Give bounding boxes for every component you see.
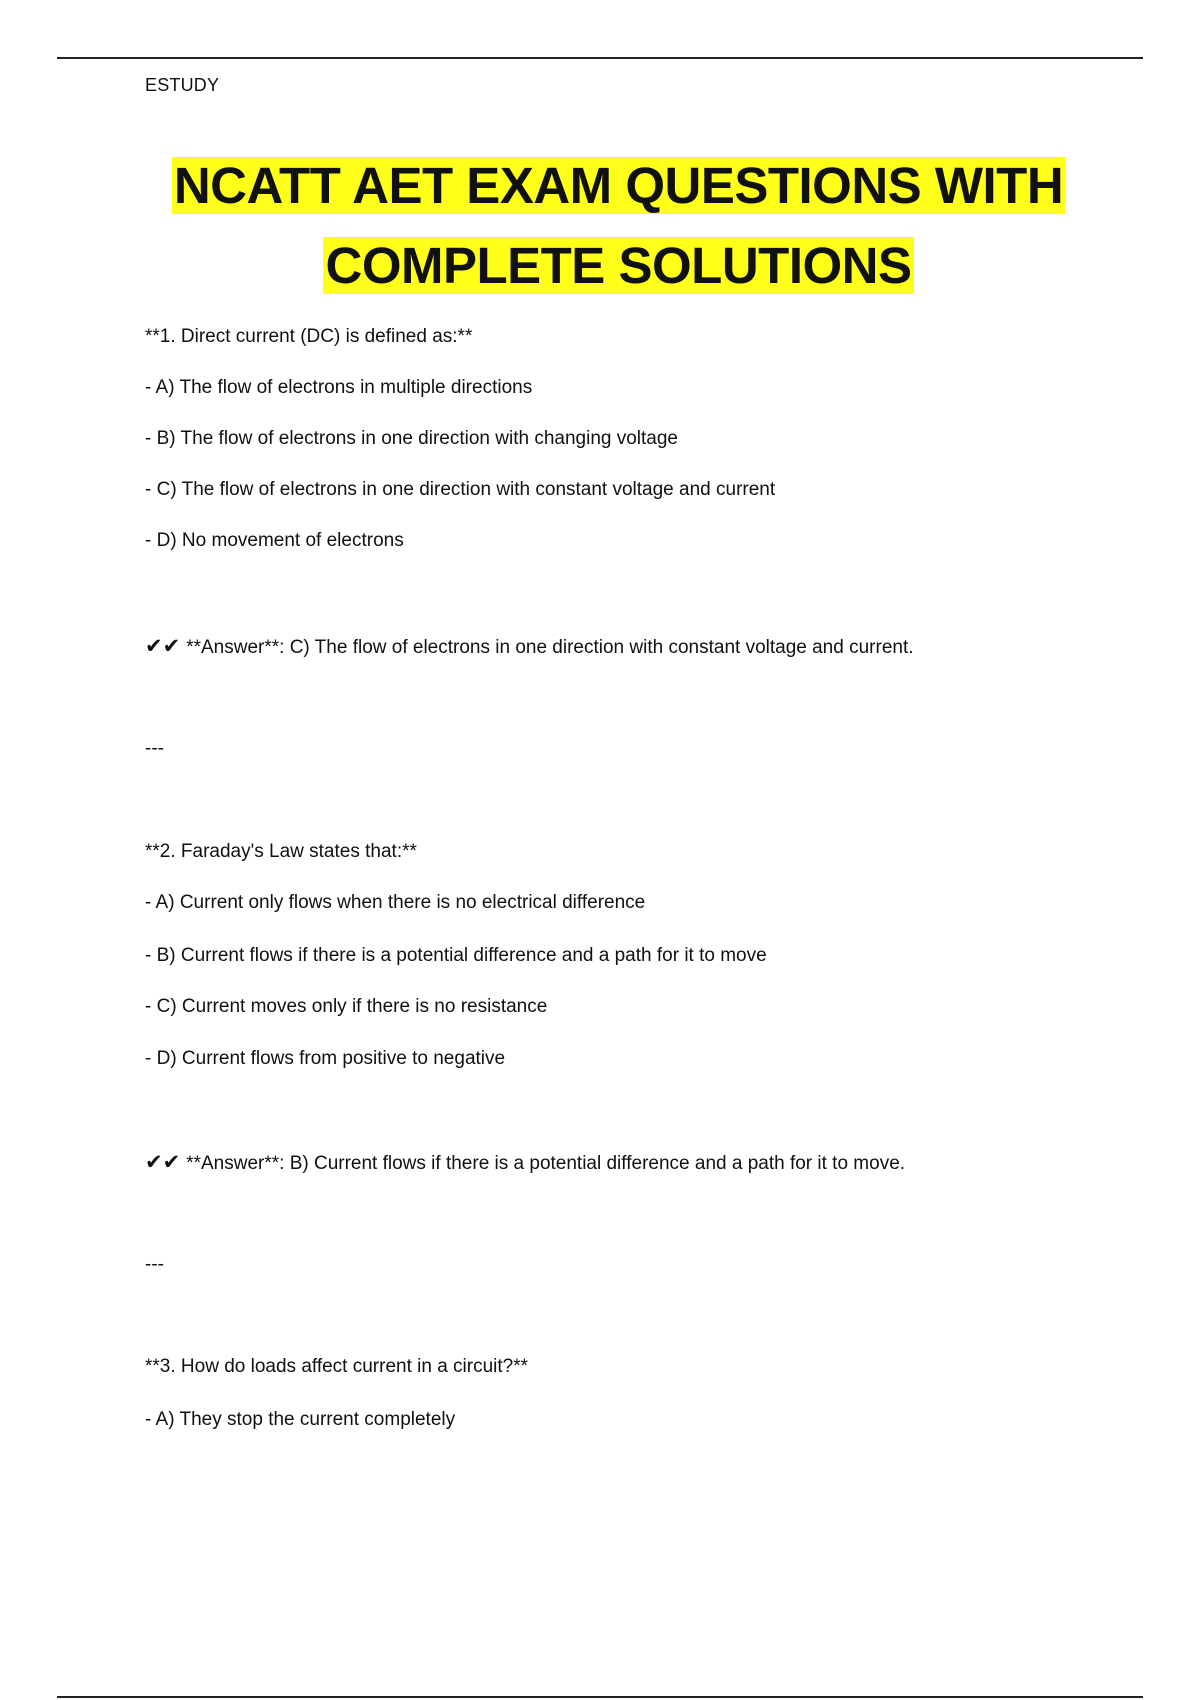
question-1-prompt: **1. Direct current (DC) is defined as:** — [145, 326, 473, 347]
question-2-option-c: - C) Current moves only if there is no resistance — [145, 996, 548, 1017]
double-check-icon: ✔✔ — [145, 1150, 181, 1174]
separator: --- — [145, 1254, 164, 1275]
question-2-answer — [145, 1150, 905, 1175]
question-1-option-d: - D) No movement of electrons — [145, 530, 404, 551]
answer-text: **Answer**: B) Current flows if there is a potential difference and a path for it to move. — [186, 1153, 906, 1174]
question-2-option-b: - B) Current flows if there is a potential difference and a path for it to move — [145, 945, 767, 966]
separator: --- — [145, 738, 164, 759]
page-bottom-rule — [57, 1696, 1143, 1698]
answer-text: **Answer**: C) The flow of electrons in one direction with constant voltage and current. — [186, 637, 914, 658]
question-1-option-c: - C) The flow of electrons in one direction with constant voltage and current — [145, 479, 776, 500]
question-3-prompt: **3. How do loads affect current in a circuit?** — [145, 1356, 529, 1377]
title-line-1: NCATT AET EXAM QUESTIONS WITH — [173, 157, 1064, 214]
question-2-prompt: **2. Faraday's Law states that:** — [145, 841, 417, 862]
question-2-option-d: - D) Current flows from positive to negative — [145, 1048, 506, 1069]
page-top-rule — [57, 57, 1143, 59]
question-1-option-a: - A) The flow of electrons in multiple directions — [145, 377, 533, 398]
document-title — [0, 146, 1200, 306]
question-1-option-b: - B) The flow of electrons in one direction with changing voltage — [145, 428, 679, 449]
title-line-2: COMPLETE SOLUTIONS — [325, 237, 912, 294]
question-1-answer — [145, 634, 914, 659]
question-3-option-a: - A) They stop the current completely — [145, 1409, 456, 1430]
double-check-icon: ✔✔ — [145, 634, 181, 658]
question-2-option-a: - A) Current only flows when there is no electrical difference — [145, 892, 646, 913]
header-label: ESTUDY — [145, 75, 220, 95]
